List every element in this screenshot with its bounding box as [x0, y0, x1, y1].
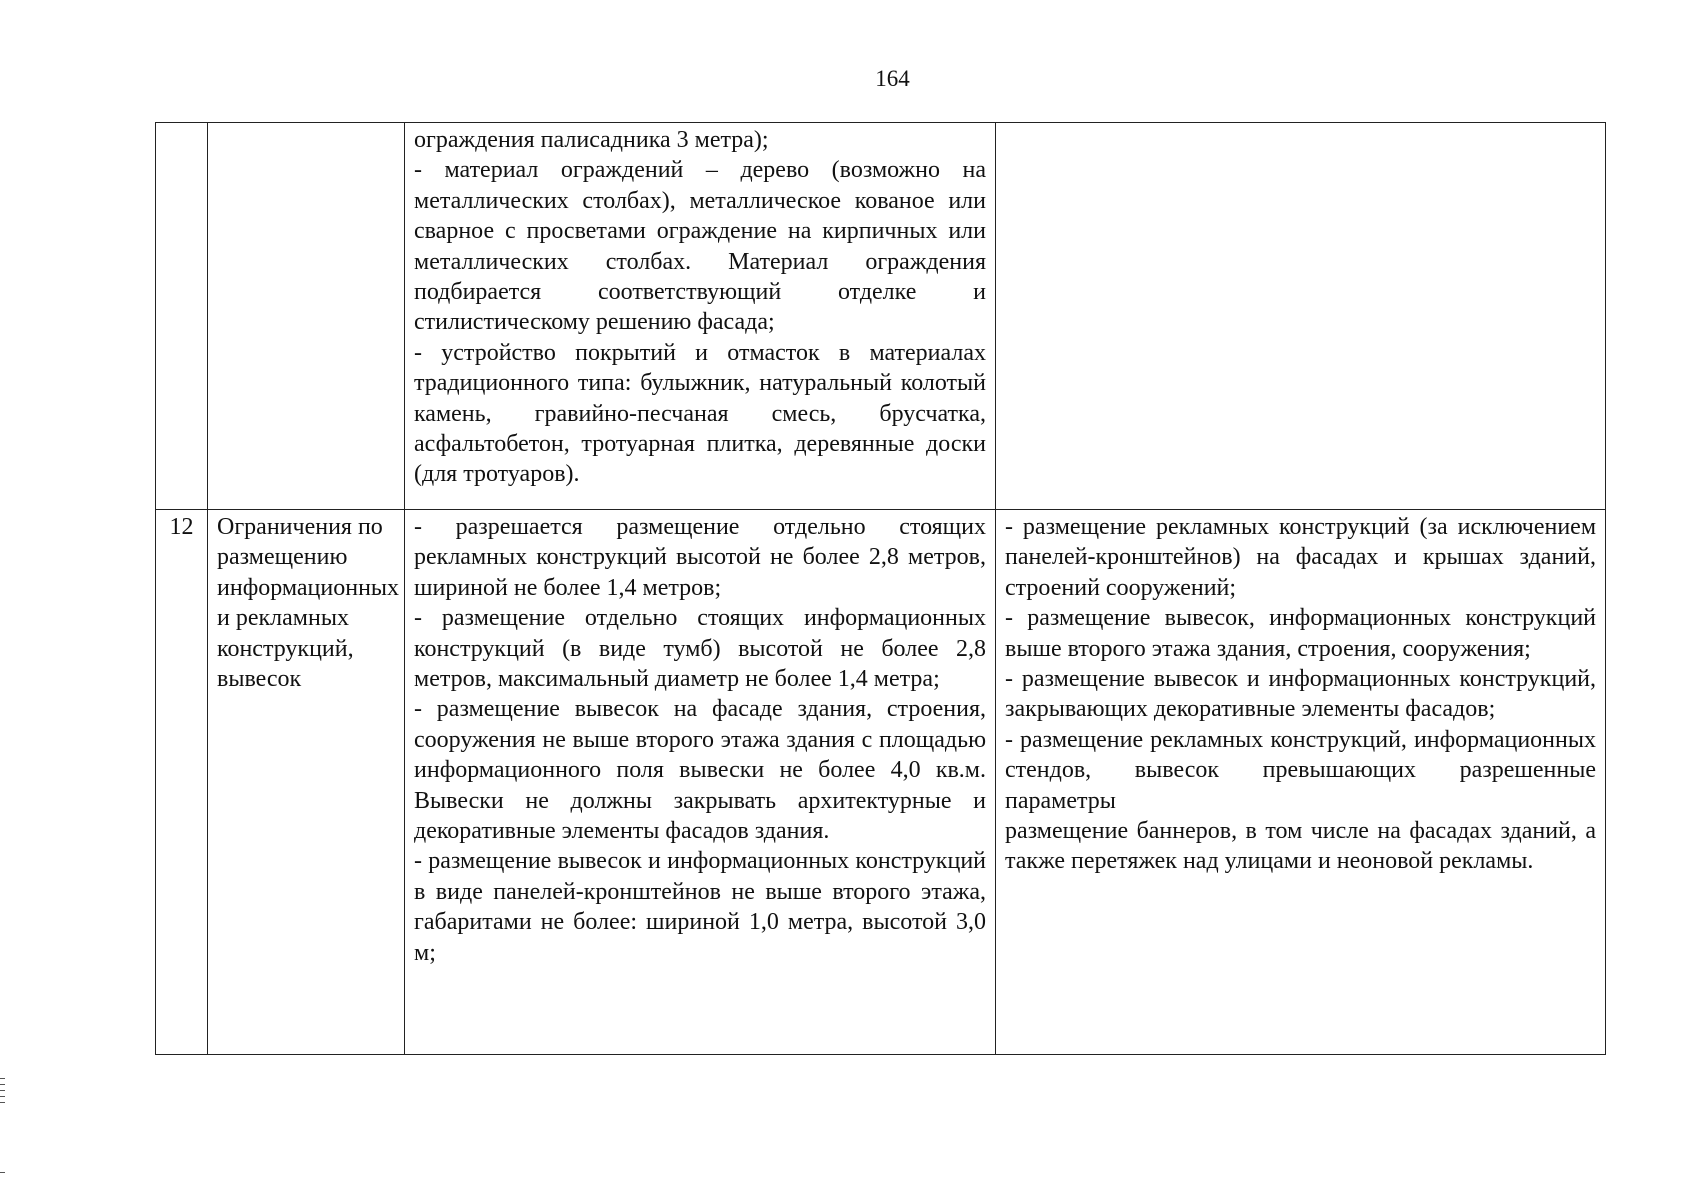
prohibited-cell	[996, 510, 1606, 1055]
table-row	[156, 510, 1606, 1055]
row-title-cell	[208, 123, 405, 510]
paragraph: - размещение вывесок и информационных конструкций, закрывающих декоративные элементы фасадов;	[1005, 666, 1596, 723]
row-title: Ограничения по размещению информационных и рекламных конструкций, вывесок	[217, 514, 400, 693]
paragraph: - материал ограждений – дерево (возможно на металлических столбах), металлическое кованое или сварное с просветами ограждение на кирпичных или металлических столбах. Материал ограждения подбирается соответствующий отделке и стилистическому решению фасада;	[414, 157, 986, 336]
paragraph: - размещение отдельно стоящих информационных конструкций (в виде тумб) высотой не более 2,8 метров, максимальный диаметр не более 1,4 метра;	[414, 605, 986, 693]
paragraph: - разрешается размещение отдельно стоящих рекламных конструкций высотой не более 2,8 метров, шириной не более 1,4 метров;	[414, 514, 986, 601]
prohibited-cell	[996, 123, 1606, 510]
table-row	[156, 123, 1606, 510]
paragraph: - размещение вывесок на фасаде здания, строения, сооружения не выше второго этажа здания с площадью информационного поля вывески не более 4,0 кв.м. Вывески не должны закрывать архитектурные и декоративные элементы фасадов здания.	[414, 696, 986, 845]
page-number: 164	[875, 66, 910, 91]
paragraph: - размещение рекламных конструкций, информационных стендов, вывесок превышающих разрешенные параметры	[1005, 726, 1596, 814]
row-number-cell	[156, 123, 208, 510]
margin-mark	[0, 1172, 5, 1173]
paragraph: - размещение вывесок и информационных конструкций в виде панелей-кронштейнов не выше второго этажа, габаритами не более: шириной 1,0 метра, высотой 3,0 м;	[414, 848, 986, 966]
margin-mark	[0, 1078, 5, 1079]
row-number-cell: 12	[156, 510, 208, 1055]
paragraph: размещение баннеров, в том числе на фасадах зданий, а также перетяжек над улицами и неоновой рекламы.	[1005, 818, 1596, 875]
margin-mark	[0, 1096, 5, 1097]
paragraph: - устройство покрытий и отмасток в материалах традиционного типа: булыжник, натуральный колотый камень, гравийно-песчаная смесь, брусчатка, асфальтобетон, тротуарная плитка, деревянные доски (для тротуаров).	[414, 339, 986, 488]
row-title-cell	[208, 510, 405, 1055]
margin-mark	[0, 1084, 5, 1085]
allowed-cell	[405, 123, 996, 510]
margin-mark	[0, 1102, 5, 1103]
regulations-table	[155, 122, 1606, 1055]
paragraph: ограждения палисадника 3 метра);	[414, 127, 769, 153]
paragraph: - размещение рекламных конструкций (за исключением панелей-кронштейнов) на фасадах и крышах зданий, строений сооружений;	[1005, 514, 1596, 601]
paragraph: - размещение вывесок, информационных конструкций выше второго этажа здания, строения, сооружения;	[1005, 605, 1596, 662]
allowed-cell	[405, 510, 996, 1055]
margin-mark	[0, 1090, 5, 1091]
